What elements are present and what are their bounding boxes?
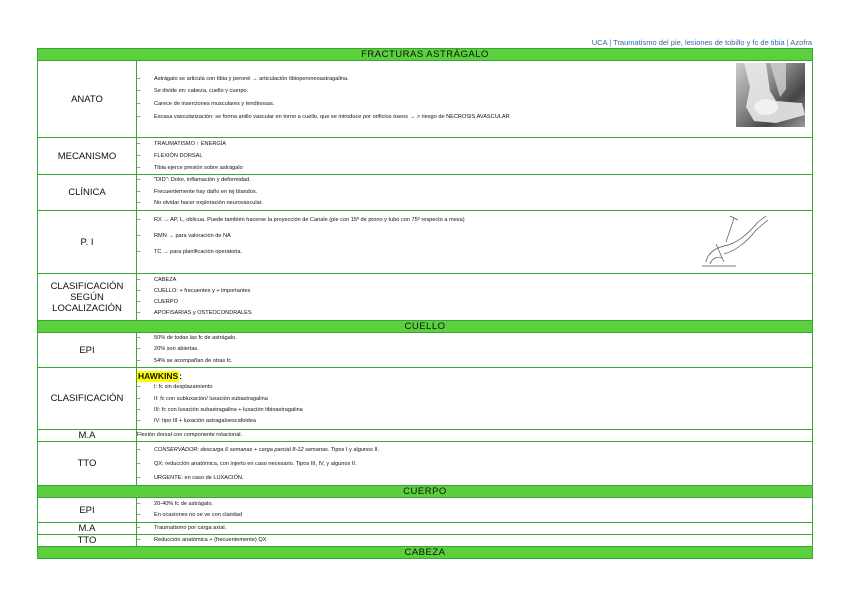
label-cuerpo-ma: M.A xyxy=(38,523,137,535)
list-item: – FLEXIÓN DORSAL xyxy=(137,150,812,162)
row-mecanismo xyxy=(38,138,813,175)
list-item: – QX: reducción anatómica, con injerto en caso necesario. Tipos III, IV, y algunos II. xyxy=(137,457,812,471)
hawkins-highlight: HAWKINS xyxy=(138,371,179,382)
row-cuerpo-epi xyxy=(38,498,813,523)
list-item: – Traumatismo por carga axial. xyxy=(137,524,812,533)
content-cuello-tto xyxy=(137,442,813,486)
row-clasificacion-localizacion xyxy=(38,274,813,321)
list-item: – RMN → para valoración de NA xyxy=(137,228,812,244)
list-item: – Reducción anatómica + (frecuentemente) QX xyxy=(137,536,812,545)
row-clinica xyxy=(38,175,813,211)
canale-projection-sketch xyxy=(696,214,770,270)
content-clinica xyxy=(137,175,813,211)
content-cuerpo-epi xyxy=(137,498,813,523)
label-cuerpo-epi: EPI xyxy=(38,498,137,523)
label-anato: ANATO xyxy=(38,61,137,138)
content-mecanismo xyxy=(137,138,813,175)
band-cabeza-row xyxy=(38,547,813,559)
list-item: – En ocasiones no se ve con claridad xyxy=(137,510,812,521)
list-item: – IV: tipo III + luxación astragaloescafoidea xyxy=(137,416,812,427)
content-cuerpo-tto xyxy=(137,535,813,547)
hawkins-colon: : xyxy=(179,371,182,382)
list-item: – TC → para planificación operatoria. xyxy=(137,244,812,260)
list-item: – No olvidar hacer exploración neurovascular. xyxy=(137,198,812,210)
list-item: – 20-40% fc de astrágalo. xyxy=(137,499,812,510)
running-header: UCA | Traumatismo del pie, lesiones de tobillo y fc de tibia | Azofra xyxy=(591,38,812,47)
list-item: – URGENTE: en caso de LUXACIÓN. xyxy=(137,471,812,485)
list-item: – 50% de todas las fc de astrágalo. xyxy=(137,333,812,344)
band-cuello-row xyxy=(38,321,813,333)
content-pi xyxy=(137,211,813,274)
table-title: FRACTURAS ASTRÁGALO xyxy=(38,49,813,61)
band-cabeza: CABEZA xyxy=(38,547,813,559)
list-item xyxy=(137,443,812,457)
label-line: CLASIFICACIÓN xyxy=(50,280,124,292)
list-item: – Escasa vascularización: se forma anillo vascular en torno a cuello, que se introduce por orificios óseos → > riesgo de NECROSIS AVASCULAR xyxy=(137,110,812,124)
list-item: – III: fc con luxación subastragalina + luxación tibioastragalina xyxy=(137,405,812,416)
cuello-epi-list xyxy=(137,333,812,367)
content-anato xyxy=(137,61,813,138)
content-cuello-epi xyxy=(137,333,813,368)
list-item: – Astrágalo se articula con tibia y peroné → articulación tibioperoneoastragalina. xyxy=(137,73,812,85)
xray-drawing xyxy=(736,63,805,127)
label-cuello-epi: EPI xyxy=(38,333,137,368)
row-pi xyxy=(38,211,813,274)
list-item: – Carece de inserciones musculares y tendinosas. xyxy=(137,98,812,110)
label-cuerpo-tto: TTO xyxy=(38,535,137,547)
list-item: – CABEZA xyxy=(137,275,812,286)
title-row xyxy=(38,49,813,61)
list-item: – I: fc sin desplazamiento xyxy=(137,382,812,393)
tto-conservador-rest: . Tipos I y algunos II. xyxy=(327,446,380,453)
anato-list xyxy=(137,73,812,124)
band-cuerpo: CUERPO xyxy=(38,486,813,498)
list-item: – II: fc con subluxación/ luxación subastragalina xyxy=(137,394,812,405)
cuello-tto-list xyxy=(137,443,812,485)
label-cuello-ma: M.A xyxy=(38,430,137,442)
label-pi: P. I xyxy=(38,211,137,274)
list-item: – Se divide en: cabeza, cuello y cuerpo. xyxy=(137,85,812,97)
list-item: – TRAUMATISMO ↑ ENERGÍA xyxy=(137,138,812,150)
content-cuello-ma xyxy=(137,430,813,442)
row-cuello-ma xyxy=(38,430,813,442)
list-item: – APOFISARIAS y OSTEOCONDRALES xyxy=(137,308,812,319)
band-cuerpo-row xyxy=(38,486,813,498)
cuerpo-ma-list xyxy=(137,524,812,533)
label-line: SEGÚN xyxy=(70,291,104,303)
row-cuello-clasificacion xyxy=(38,368,813,430)
content-cuello-clasificacion xyxy=(137,368,813,430)
ankle-xray-image xyxy=(736,63,805,127)
row-cuerpo-ma xyxy=(38,523,813,535)
list-item: – Tibia ejerce presión sobre astrágalo xyxy=(137,162,812,174)
band-cuello: CUELLO xyxy=(38,321,813,333)
row-cuello-tto xyxy=(38,442,813,486)
row-cuello-epi xyxy=(38,333,813,368)
label-clinica: CLÍNICA xyxy=(38,175,137,211)
label-cuello-tto: TTO xyxy=(38,442,137,486)
clinica-list xyxy=(137,175,812,210)
row-cuerpo-tto xyxy=(38,535,813,547)
list-item: – Frecuentemente hay daño en tej blandos. xyxy=(137,187,812,199)
cuello-ma-text: Flexión dorsal con componente rotacional. xyxy=(137,432,243,438)
sketch-drawing xyxy=(696,214,770,270)
list-item: – "DID": Dolor, inflamación y deformidad. xyxy=(137,175,812,187)
localizacion-list xyxy=(137,275,812,320)
cuerpo-epi-list xyxy=(137,499,812,521)
content-clasificacion-localizacion xyxy=(137,274,813,321)
fracturas-table xyxy=(37,48,813,559)
row-anato xyxy=(38,61,813,138)
mecanismo-list xyxy=(137,138,812,174)
hawkins-list xyxy=(137,382,812,427)
label-cuello-clasificacion: CLASIFICACIÓN xyxy=(38,368,137,430)
list-item: – RX → AP, L, oblicua. Puede también hacerse la proyección de Canale (pie con 15º de prono y tubo con 75º respecto a mesa) xyxy=(137,212,812,228)
label-mecanismo: MECANISMO xyxy=(38,138,137,175)
list-item: – CUELLO: + frecuentes y + importantes xyxy=(137,286,812,297)
cuerpo-tto-list xyxy=(137,536,812,545)
list-item: – CUERPO xyxy=(137,297,812,308)
tto-conservador: CONSERVADOR: descarga 6 semanas + carga parcial 8-12 semanas xyxy=(154,446,328,453)
list-item: – 54% se acompañan de otras fc. xyxy=(137,356,812,367)
hawkins-heading xyxy=(137,369,812,382)
list-item: – 20% son abiertas. xyxy=(137,344,812,355)
label-line: LOCALIZACIÓN xyxy=(52,302,122,314)
label-clasificacion-localizacion xyxy=(38,274,137,321)
content-cuerpo-ma xyxy=(137,523,813,535)
